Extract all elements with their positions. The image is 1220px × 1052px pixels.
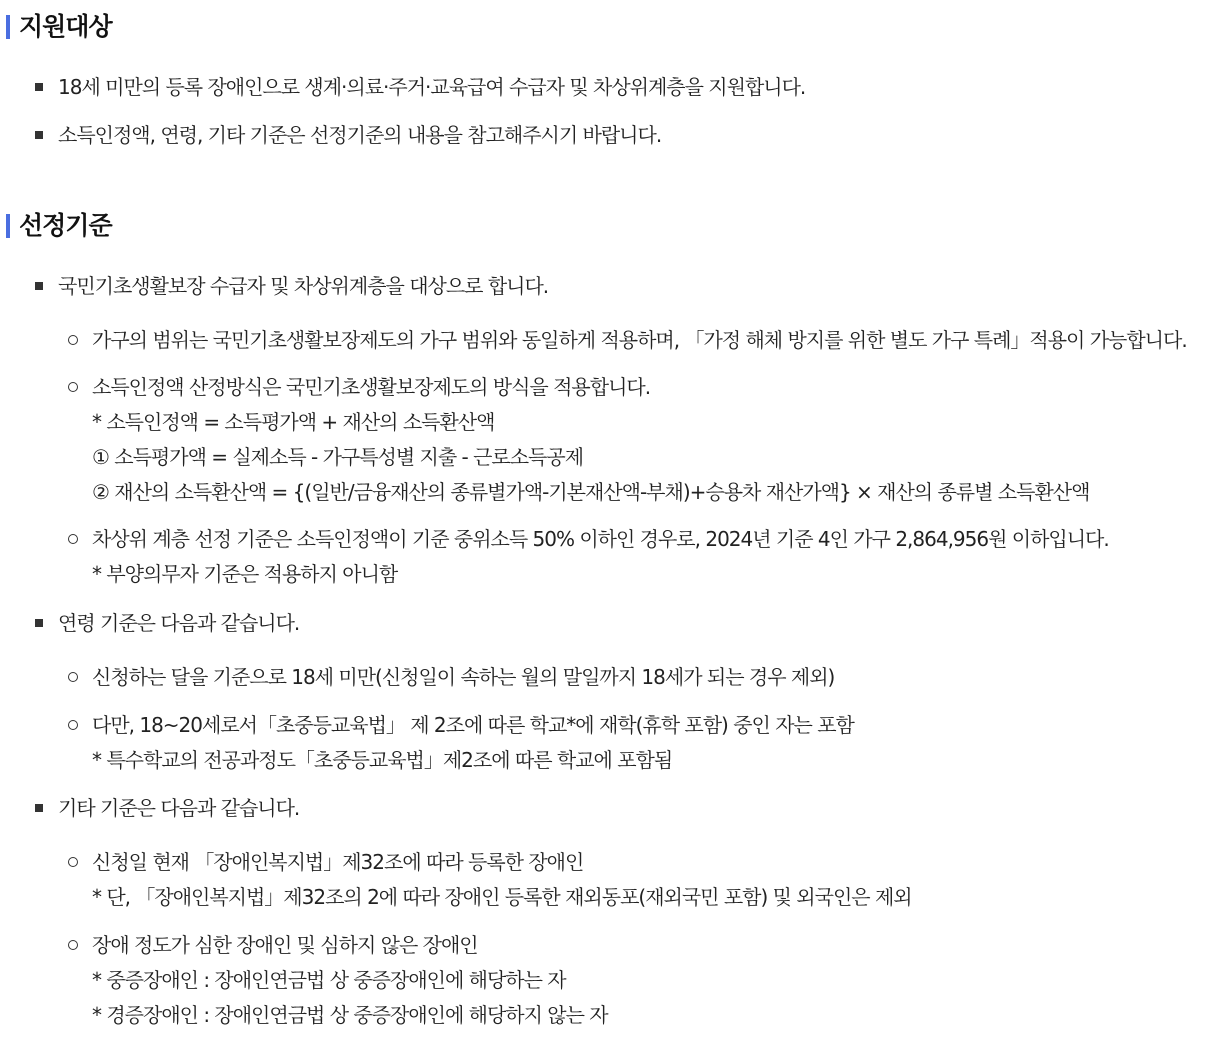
sub-item-text: 다만, 18~20세로서「초중등교육법」 제 2조에 따른 학교*에 재학(휴학 포함) 중인 자는 포함 (92, 713, 854, 737)
sub-item-note: * 특수학교의 전공과정도「초중등교육법」제2조에 따른 학교에 포함됨 (92, 748, 673, 772)
list-item-text: 18세 미만의 등록 장애인으로 생계·의료·주거·교육급여 수급자 및 차상위계층을 지원합니다. (58, 75, 806, 99)
sub-list-item (92, 660, 834, 695)
square-bullet-icon (35, 83, 43, 91)
square-bullet-icon (35, 619, 43, 627)
list-item-text: 기타 기준은 다음과 같습니다. (58, 796, 300, 820)
circle-bullet-icon (68, 382, 78, 392)
sub-list-item (92, 928, 608, 1033)
sub-item-text: 신청일 현재 「장애인복지법」제32조에 따라 등록한 장애인 (92, 850, 584, 874)
circle-bullet-icon (68, 335, 78, 345)
list-item (58, 791, 299, 825)
sub-item-text: 장애 정도가 심한 장애인 및 심하지 않은 장애인 (92, 933, 478, 957)
sub-item-text: 가구의 범위는 국민기초생활보장제도의 가구 범위와 동일하게 적용하며, 「가정 해체 방지를 위한 별도 가구 특례」적용이 가능합니다. (92, 328, 1187, 352)
circle-bullet-icon (68, 940, 78, 950)
sub-item-note: ② 재산의 소득환산액 = {(일반/금융재산의 종류별가액-기본재산액-부채)+승용차 재산가액} × 재산의 종류별 소득환산액 (92, 480, 1090, 504)
circle-bullet-icon (68, 534, 78, 544)
list-item (58, 70, 805, 104)
sub-list-item (92, 370, 1089, 510)
sub-item-note: * 소득인정액 = 소득평가액 + 재산의 소득환산액 (92, 410, 495, 434)
sub-item-note: * 중증장애인 : 장애인연금법 상 중증장애인에 해당하는 자 (92, 968, 566, 992)
square-bullet-icon (35, 131, 43, 139)
sub-list-item (92, 708, 854, 778)
sub-item-note: ① 소득평가액 = 실제소득 - 가구특성별 지출 - 근로소득공제 (92, 445, 584, 469)
section-title-support-target: 지원대상 (6, 12, 112, 42)
circle-bullet-icon (68, 857, 78, 867)
sub-item-text: 신청하는 달을 기준으로 18세 미만(신청일이 속하는 월의 말일까지 18세가 되는 경우 제외) (92, 665, 835, 689)
sub-item-text: 차상위 계층 선정 기준은 소득인정액이 기준 중위소득 50% 이하인 경우로, 2024년 기준 4인 가구 2,864,956원 이하입니다. (92, 527, 1109, 551)
square-bullet-icon (35, 282, 43, 290)
list-item-text: 연령 기준은 다음과 같습니다. (58, 611, 300, 635)
list-item-text: 소득인정액, 연령, 기타 기준은 선정기준의 내용을 참고해주시기 바랍니다. (58, 123, 662, 147)
list-item (58, 606, 299, 640)
sub-item-note: * 부양의무자 기준은 적용하지 아니함 (92, 562, 398, 586)
sub-list-item (92, 845, 912, 915)
list-item (58, 118, 661, 152)
square-bullet-icon (35, 804, 43, 812)
list-item-text: 국민기초생활보장 수급자 및 차상위계층을 대상으로 합니다. (58, 274, 549, 298)
circle-bullet-icon (68, 720, 78, 730)
sub-list-item (92, 323, 1187, 358)
list-item (58, 269, 548, 303)
sub-item-note: * 경증장애인 : 장애인연금법 상 중증장애인에 해당하지 않는 자 (92, 1003, 608, 1027)
sub-item-text: 소득인정액 산정방식은 국민기초생활보장제도의 방식을 적용합니다. (92, 375, 651, 399)
sub-list-item (92, 522, 1109, 592)
sub-item-note: * 단, 「장애인복지법」제32조의 2에 따라 장애인 등록한 재외동포(재외국민 포함) 및 외국인은 제외 (92, 885, 912, 909)
section-title-selection-criteria: 선정기준 (6, 211, 112, 241)
circle-bullet-icon (68, 672, 78, 682)
